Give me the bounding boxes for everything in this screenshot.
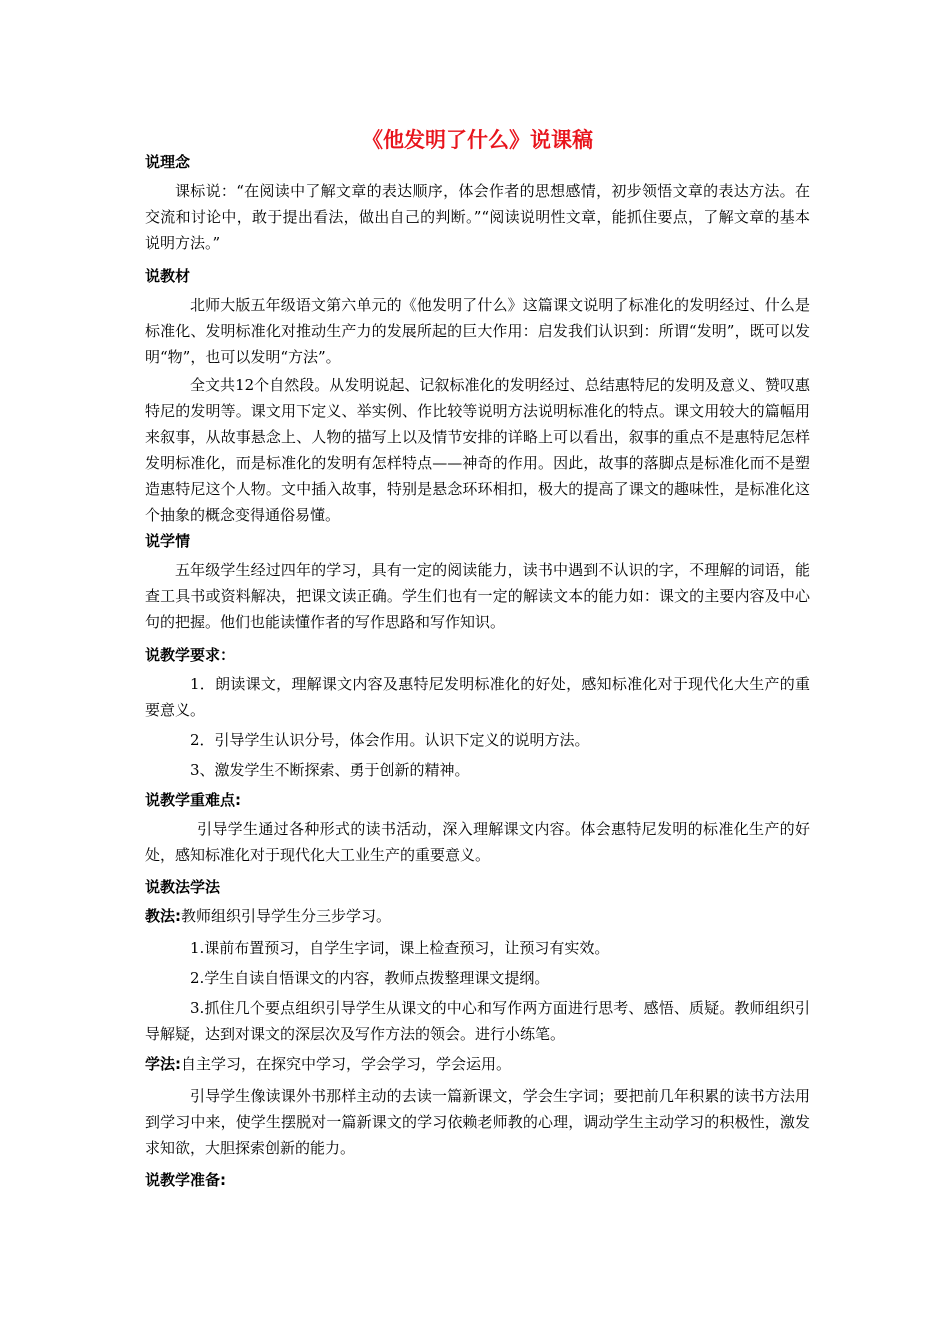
learning-method-text: 自主学习，在探究中学习，学会学习，学会运用。 [181, 1055, 512, 1073]
heading-concept: 说理念 [145, 153, 191, 171]
paragraph-students: 五年级学生经过四年的学习，具有一定的阅读能力，读书中遇到不认识的字，不理解的词语，能查工具书或资料解决，把课文读正确。学生们也有一定的解读文本的能力如：课文的主要内容及中心句的把握。他们也能读懂作者的写作思路和写作知识。 [145, 561, 810, 631]
heading-students: 说学情 [145, 532, 191, 550]
teaching-method-line [145, 903, 810, 929]
heading-preparation: 说教学准备: [145, 1171, 226, 1189]
requirement-item-1: 1．朗读课文，理解课文内容及惠特尼发明标准化的好处，感知标准化对于现代化大生产的重要意义。 [145, 675, 810, 719]
learning-method-line [145, 1051, 810, 1077]
paragraph-keypoints: 引导学生通过各种形式的读书活动，深入理解课文内容。体会惠特尼发明的标准化生产的好处，感知标准化对于现代化大工业生产的重要意义。 [145, 820, 810, 864]
heading-methods: 说教法学法 [145, 878, 221, 896]
document-title: 《他发明了什么》说课稿 [362, 128, 593, 152]
paragraph-concept: 课标说：“在阅读中了解文章的表达顺序，体会作者的思想感情，初步领悟文章的表达方法。在交流和讨论中，敢于提出看法，做出自己的判断。”“阅读说明性文章，能抓住要点，了解文章的基本说明方法。” [145, 182, 810, 252]
teaching-method-label: 教法: [145, 907, 181, 925]
teaching-step-1: 1.课前布置预习，自学生字词，课上检查预习，让预习有实效。 [190, 939, 610, 957]
teaching-step-3: 3.抓住几个要点组织引导学生从课文的中心和写作两方面进行思考、感悟、质疑。教师组织引导解疑，达到对课文的深层次及写作方法的领会。进行小练笔。 [145, 999, 810, 1043]
teaching-step-2: 2.学生自读自悟课文的内容，教师点拨整理课文提纲。 [190, 969, 550, 987]
paragraph-material-1: 北师大版五年级语文第六单元的《他发明了什么》这篇课文说明了标准化的发明经过、什么是标准化、发明标准化对推动生产力的发展所起的巨大作用：启发我们认识到：所谓“发明”，既可以发明“物”，也可以发明“方法”。 [145, 296, 810, 366]
heading-material: 说教材 [145, 267, 191, 285]
requirement-item-3: 3、激发学生不断探索、勇于创新的精神。 [190, 761, 470, 779]
teaching-method-text: 教师组织引导学生分三步学习。 [181, 907, 392, 925]
learning-method-label: 学法: [145, 1055, 181, 1073]
heading-requirements: 说教学要求： [145, 646, 236, 664]
requirement-item-2: 2．引导学生认识分号，体会作用。认识下定义的说明方法。 [190, 731, 590, 749]
paragraph-learning-method: 引导学生像读课外书那样主动的去读一篇新课文，学会生字词；要把前几年积累的读书方法用到学习中来，使学生摆脱对一篇新课文的学习依赖老师教的心理，调动学生主动学习的积极性，激发求知欲，大胆探索创新的能力。 [145, 1087, 810, 1157]
heading-keypoints: 说教学重难点: [145, 791, 241, 809]
paragraph-material-2: 全文共12个自然段。从发明说起、记叙标准化的发明经过、总结惠特尼的发明及意义、赞叹惠特尼的发明等。课文用下定义、举实例、作比较等说明方法说明标准化的特点。课文用较大的篇幅用来叙事，从故事悬念上、人物的描写上以及情节安排的详略上可以看出，叙事的重点不是惠特尼怎样发明标准化，而是标准化的发明有怎样特点——神奇的作用。因此，故事的落脚点是标准化而不是塑造惠特尼这个人物。文中插入故事，特别是悬念环环相扣，极大的提高了课文的趣味性，是标准化这个抽象的概念变得通俗易懂。 [145, 376, 810, 524]
